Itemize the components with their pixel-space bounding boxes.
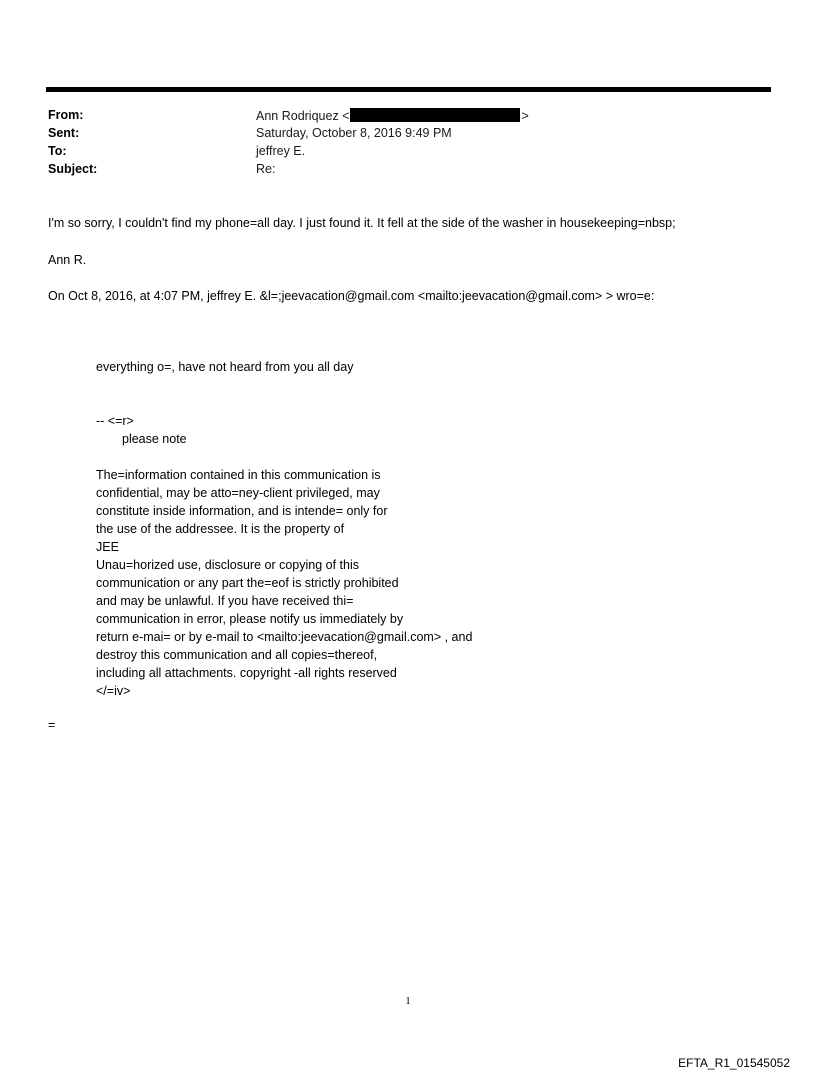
disclaimer-line: and may be unlawful. If you have received thi= xyxy=(96,594,354,608)
from-name: Ann Rodriquez < xyxy=(256,109,350,123)
disclaimer-line: communication in error, please notify us immediately by xyxy=(96,612,404,626)
to-label: To: xyxy=(48,144,67,158)
disclaimer-line: </=iv> xyxy=(96,684,131,698)
header-rule xyxy=(46,87,771,92)
disclaimer-line: return e-mai= or by e-mail to <mailto:jeevacation@gmail.com> , and xyxy=(96,630,473,644)
from-label: From: xyxy=(48,108,84,122)
disclaimer-line: destroy this communication and all copies=thereof, xyxy=(96,648,378,662)
disclaimer xyxy=(96,466,472,700)
subject-label: Subject: xyxy=(48,162,98,176)
disclaimer-line: Unau=horized use, disclosure or copying of this xyxy=(96,558,359,572)
please-note: please note xyxy=(122,432,187,446)
disclaimer-line: JEE xyxy=(96,540,119,554)
quote-intro: On Oct 8, 2016, at 4:07 PM, jeffrey E. &l=;jeevacation@gmail.com <mailto:jeevacation@gmail.com> > wro=e: xyxy=(48,289,655,303)
disclaimer-line: communication or any part the=eof is strictly prohibited xyxy=(96,576,399,590)
message-body: I'm so sorry, I couldn't find my phone=all day. I just found it. It fell at the side of the washer in housekeeping=nbsp; xyxy=(48,216,676,230)
from-value xyxy=(256,108,529,123)
document-id: EFTA_R1_01545052 xyxy=(678,1056,790,1070)
disclaimer-line: constitute inside information, and is intende= only for xyxy=(96,504,388,518)
sent-label: Sent: xyxy=(48,126,80,140)
signature: Ann R. xyxy=(48,253,87,267)
disclaimer-line: the use of the addressee. It is the property of xyxy=(96,522,345,536)
redaction-box xyxy=(350,108,520,122)
subject-value: Re: xyxy=(256,162,276,176)
quoted-message: everything o=, have not heard from you all day xyxy=(96,360,354,374)
sent-value: Saturday, October 8, 2016 9:49 PM xyxy=(256,126,452,140)
disclaimer-line: including all attachments. copyright -all rights reserved xyxy=(96,666,397,680)
page-number: 1 xyxy=(405,995,411,1007)
disclaimer-line: The=information contained in this communication is xyxy=(96,468,381,482)
disclaimer-line: confidential, may be atto=ney-client privileged, may xyxy=(96,486,380,500)
signature-separator: -- <=r> xyxy=(96,414,134,428)
from-close: > xyxy=(521,109,529,123)
to-value: jeffrey E. xyxy=(256,144,306,158)
trailing-equals: = xyxy=(48,718,56,732)
